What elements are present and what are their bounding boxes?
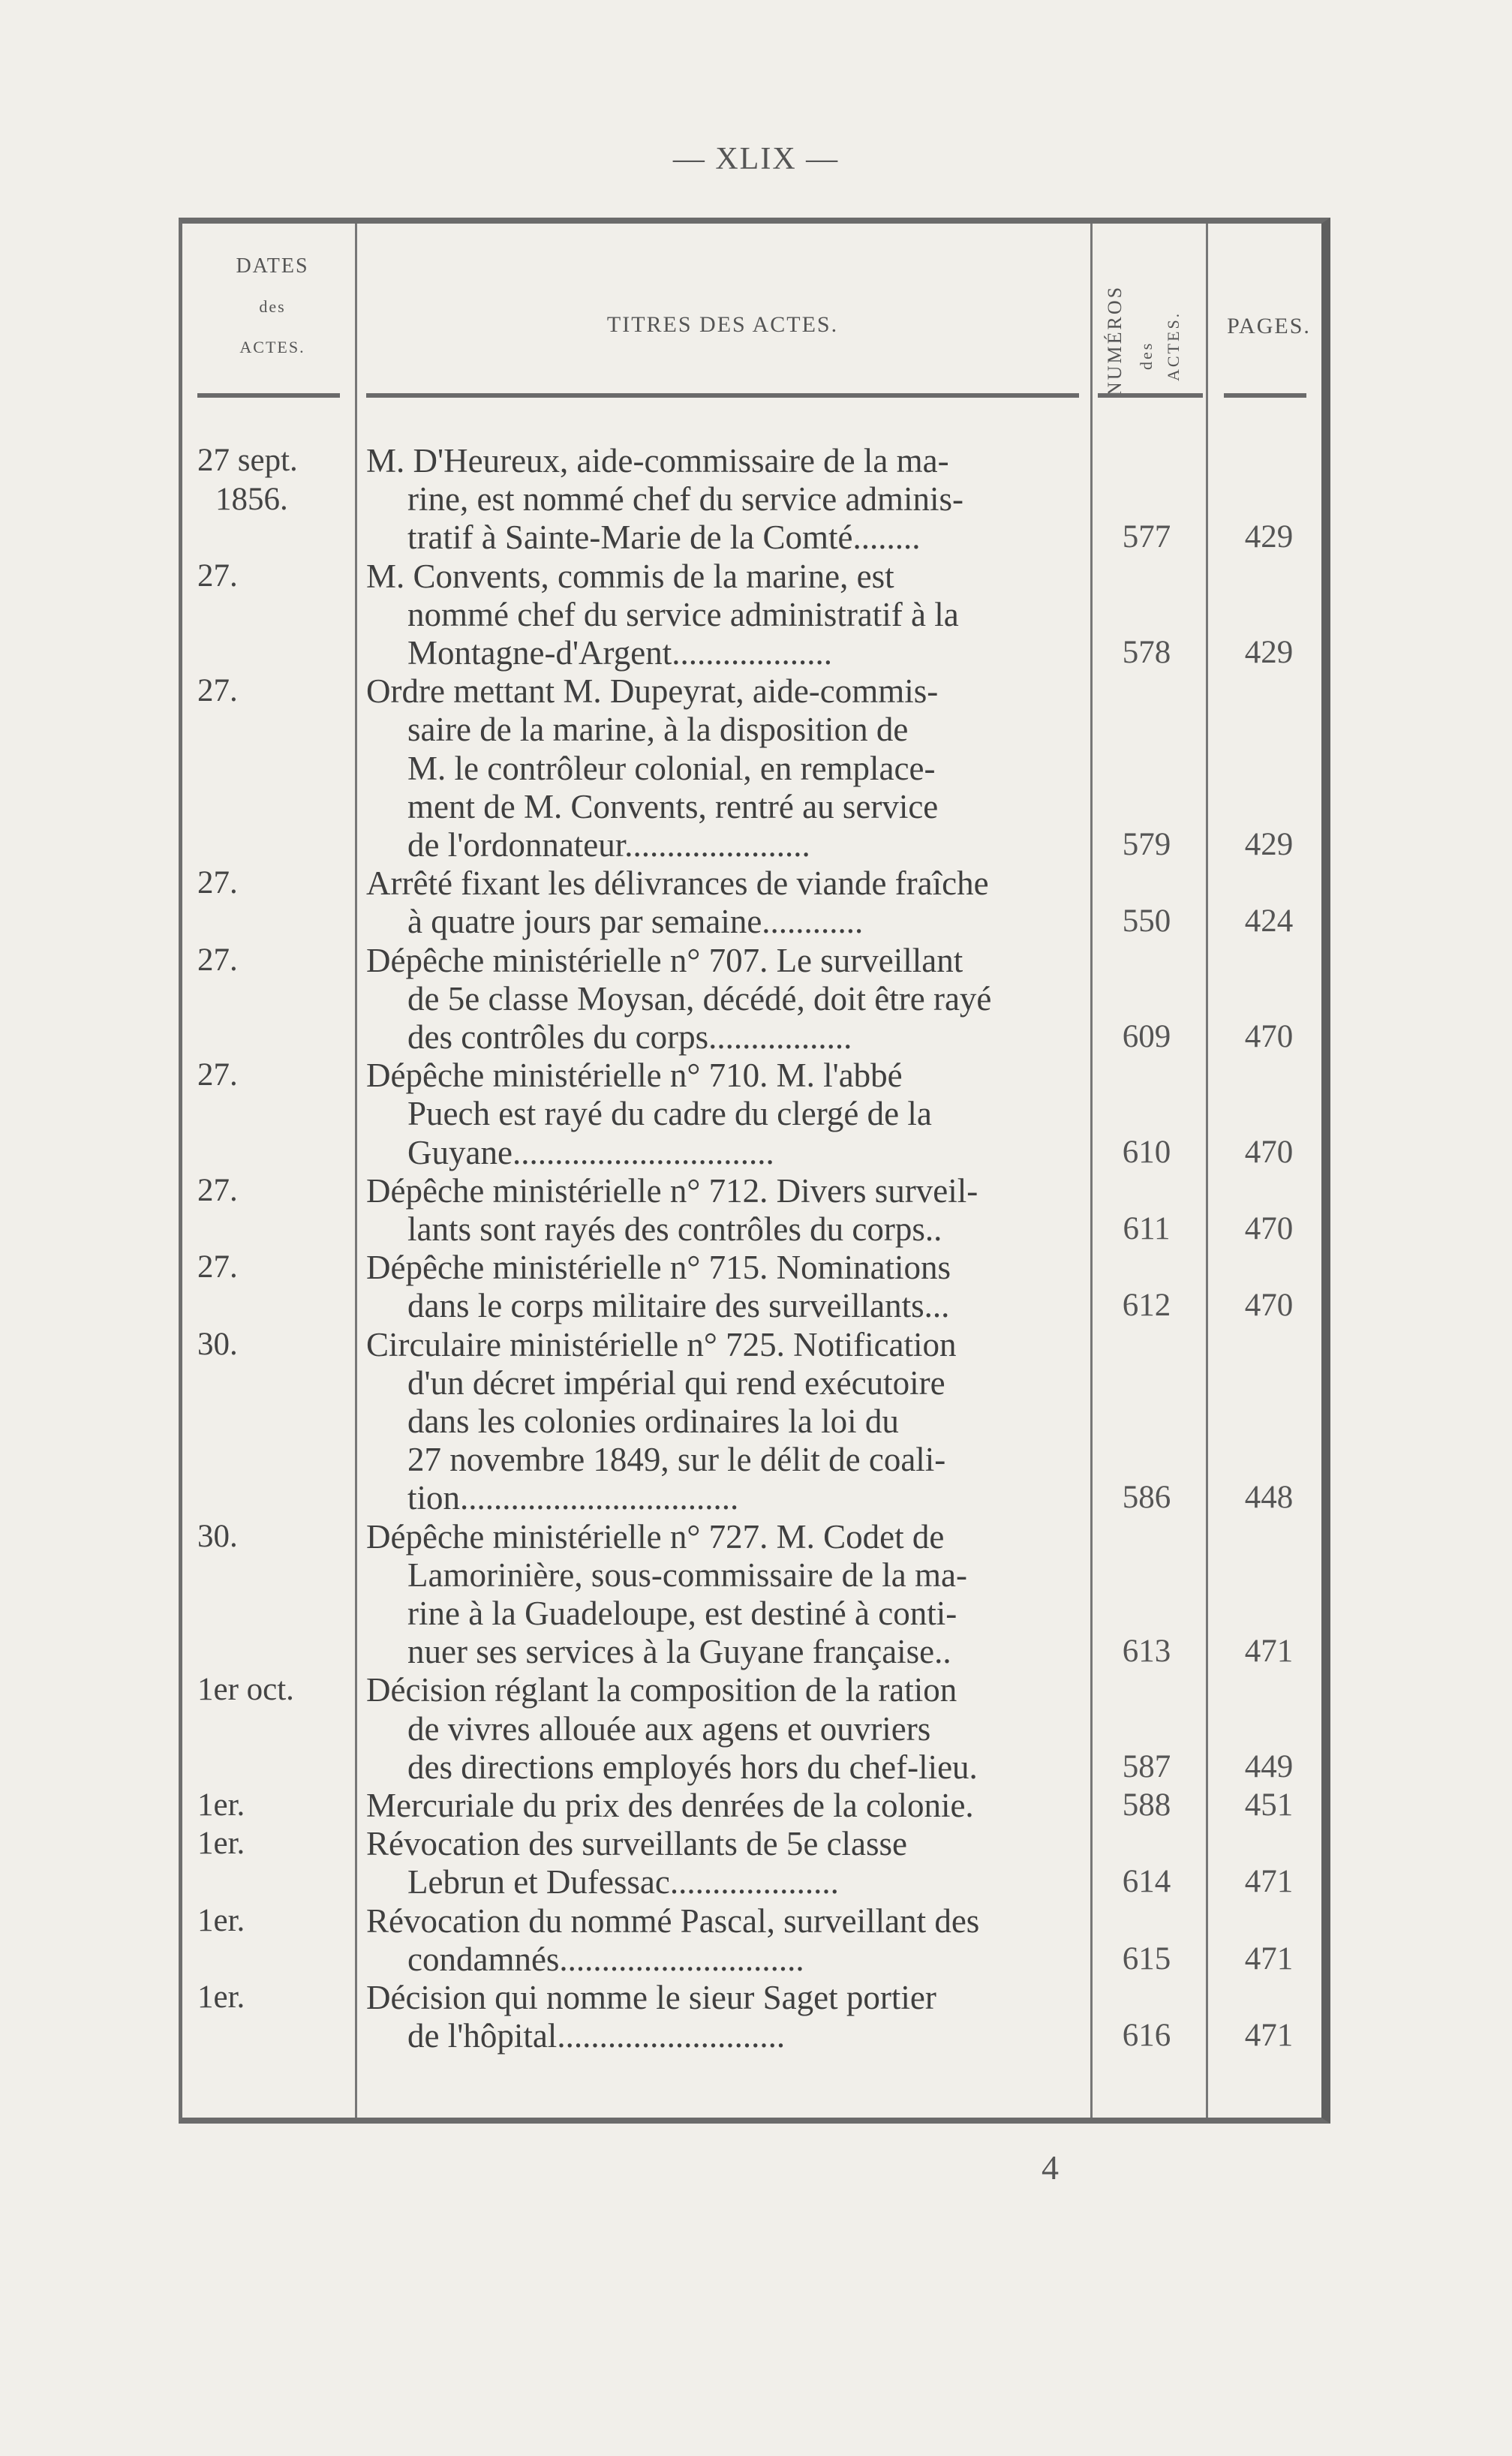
act-title-line: Montagne-d'Argent................... — [407, 634, 832, 672]
act-date — [197, 1171, 355, 1210]
act-page: 451 — [1244, 1787, 1294, 1823]
act-title-line: tratif à Sainte-Marie de la Comté........ — [407, 519, 921, 557]
act-title-line: lants sont rayés des contrôles du corps.. — [407, 1210, 942, 1248]
act-title-line: Guyane............................... — [407, 1133, 774, 1171]
act-date-day: 1er. — [197, 1826, 245, 1862]
header-numeros-line: NUMÉROS — [1104, 284, 1126, 396]
act-title-line: Arrêté fixant les délivrances de viande fraîche — [366, 864, 989, 903]
act-date-day: 1er. — [197, 1787, 245, 1823]
header-dates-line: des — [259, 297, 286, 316]
act-date — [197, 1517, 355, 1556]
act-title-line: Ordre mettant M. Dupeyrat, aide-commis- — [366, 672, 939, 711]
column-divider — [1090, 224, 1093, 2118]
act-title-line: Révocation des surveillants de 5e classe — [366, 1825, 908, 1863]
act-date-day: 27 sept. — [197, 443, 298, 478]
act-title-line: d'un décret impérial qui rend exécutoire — [407, 1363, 945, 1402]
act-date — [197, 1325, 355, 1364]
act-title-line: Dépêche ministérielle n° 710. M. l'abbé — [366, 1057, 903, 1095]
act-date-day: 1er oct. — [197, 1672, 294, 1708]
act-title-line: dans les colonies ordinaires la loi du — [407, 1402, 899, 1440]
act-number: 586 — [1122, 1480, 1171, 1516]
act-page: 471 — [1244, 2018, 1294, 2054]
act-date-day: 27. — [197, 865, 238, 901]
act-title-line: Circulaire ministérielle n° 725. Notification — [366, 1325, 957, 1363]
act-date — [197, 1670, 355, 1709]
header-rule — [1098, 393, 1203, 398]
act-title-line: de 5e classe Moysan, décédé, doit être rayé — [407, 979, 992, 1018]
act-number: 610 — [1122, 1134, 1171, 1170]
act-title-line: des contrôles du corps................. — [407, 1018, 852, 1056]
act-number: 587 — [1122, 1748, 1171, 1784]
act-date-day: 27. — [197, 558, 238, 594]
act-number: 611 — [1123, 1211, 1171, 1246]
act-title-line: saire de la marine, à la disposition de — [407, 711, 909, 749]
act-date — [197, 1786, 355, 1825]
signature-number: 4 — [1042, 2148, 1059, 2187]
act-date-day: 30. — [197, 1518, 238, 1554]
act-date — [197, 864, 355, 903]
header-dates-line: ACTES. — [239, 338, 305, 356]
act-title-line: de l'hôpital........................... — [407, 2017, 786, 2055]
act-date-day: 27. — [197, 1249, 238, 1285]
header-rule — [197, 393, 340, 398]
act-title-line: nuer ses services à la Guyane française.. — [407, 1633, 951, 1671]
act-title-line: ment de M. Convents, rentré au service — [407, 787, 939, 825]
act-title-line: rine à la Guadeloupe, est destiné à conti- — [407, 1595, 957, 1632]
act-date-day: 27. — [197, 673, 238, 709]
act-page: 471 — [1244, 1634, 1294, 1670]
header-dates-line: DATES — [236, 254, 309, 278]
act-page: 449 — [1244, 1748, 1294, 1784]
act-title-line: de l'ordonnateur...................... — [407, 826, 810, 864]
act-title-line: condamnés............................. — [407, 1940, 804, 1978]
column-divider — [1206, 224, 1208, 2118]
act-title-line: Décision qui nomme le sieur Saget portier — [366, 1979, 936, 2016]
act-title-line: Dépêche ministérielle n° 727. M. Codet de — [366, 1517, 945, 1556]
act-page: 470 — [1244, 1211, 1294, 1246]
act-title-line: Dépêche ministérielle n° 707. Le surveillant — [366, 941, 963, 979]
act-page: 429 — [1244, 827, 1294, 862]
act-title-line: à quatre jours par semaine............ — [407, 903, 864, 941]
header-titres: TITRES DES ACTES. — [606, 312, 839, 337]
act-date-day: 1er. — [197, 1902, 245, 1938]
act-title-line: nommé chef du service administratif à la — [407, 595, 959, 633]
act-date — [197, 1248, 355, 1287]
act-number: 550 — [1122, 903, 1171, 939]
act-page: 429 — [1244, 519, 1294, 555]
act-date-day: 27. — [197, 1057, 238, 1093]
act-number: 612 — [1122, 1288, 1171, 1324]
act-date — [197, 1901, 355, 1940]
act-page: 448 — [1244, 1480, 1294, 1516]
act-title-line: de vivres allouée aux agens et ouvriers — [407, 1709, 931, 1748]
act-date-day: 1er. — [197, 1980, 245, 2015]
act-number: 588 — [1122, 1787, 1171, 1823]
act-date — [197, 1056, 355, 1095]
act-number: 615 — [1122, 1940, 1171, 1977]
act-title-line: Dépêche ministérielle n° 712. Divers surveil- — [366, 1171, 978, 1210]
act-page: 470 — [1244, 1019, 1294, 1054]
act-page: 471 — [1244, 1864, 1294, 1900]
column-divider — [355, 224, 357, 2118]
header-dates — [197, 246, 347, 368]
act-page: 470 — [1244, 1288, 1294, 1324]
act-title-line: M. le contrôleur colonial, en remplace- — [407, 749, 936, 787]
act-number: 577 — [1122, 519, 1171, 555]
act-title-line: M. D'Heureux, aide-commissaire de la ma- — [366, 442, 949, 479]
act-date-year: 1856. — [215, 482, 288, 517]
act-date — [197, 557, 355, 596]
header-pages: PAGES. — [1227, 314, 1311, 338]
act-page: 471 — [1244, 1940, 1294, 1977]
act-title-line: tion................................. — [407, 1479, 739, 1517]
act-date-day: 27. — [197, 942, 238, 978]
header-numeros-line: ACTES. — [1164, 311, 1183, 381]
act-date — [197, 441, 355, 519]
act-title-line: Lamorinière, sous-commissaire de la ma- — [407, 1556, 967, 1594]
header-numeros — [1098, 246, 1203, 396]
acts-table — [179, 218, 1330, 2124]
act-title-line: Puech est rayé du cadre du clergé de la — [407, 1095, 932, 1133]
act-title-line: Dépêche ministérielle n° 715. Nominations — [366, 1249, 951, 1287]
act-title-line: M. Convents, commis de la marine, est — [366, 557, 894, 595]
act-date — [197, 1978, 355, 2017]
act-title-line: des directions employés hors du chef-lieu. — [407, 1748, 978, 1786]
act-date — [197, 1824, 355, 1863]
page-number: — XLIX — — [672, 142, 840, 176]
header-rule — [1224, 393, 1306, 398]
act-date — [197, 941, 355, 980]
act-number: 613 — [1122, 1634, 1171, 1670]
act-page: 470 — [1244, 1134, 1294, 1170]
act-title-line: dans le corps militaire des surveillants... — [407, 1287, 950, 1325]
act-number: 614 — [1122, 1864, 1171, 1900]
act-number: 579 — [1122, 827, 1171, 862]
act-title-line: rine, est nommé chef du service adminis- — [407, 480, 964, 519]
act-title-line: Lebrun et Dufessac.................... — [407, 1863, 839, 1901]
act-title-line: Décision réglant la composition de la ration — [366, 1671, 957, 1709]
act-date-day: 30. — [197, 1326, 238, 1362]
act-page: 424 — [1244, 903, 1294, 939]
act-title-line: Révocation du nommé Pascal, surveillant des — [366, 1901, 980, 1940]
act-number: 616 — [1122, 2018, 1171, 2054]
act-number: 578 — [1122, 635, 1171, 670]
act-page: 429 — [1244, 635, 1294, 670]
act-number: 609 — [1122, 1019, 1171, 1054]
header-numeros-line: des — [1137, 341, 1156, 370]
act-title-line: Mercuriale du prix des denrées de la colonie. — [366, 1787, 974, 1824]
header-rule — [366, 393, 1079, 398]
act-date — [197, 672, 355, 711]
act-title-line: 27 novembre 1849, sur le délit de coali- — [407, 1441, 946, 1479]
act-date-day: 27. — [197, 1172, 238, 1208]
